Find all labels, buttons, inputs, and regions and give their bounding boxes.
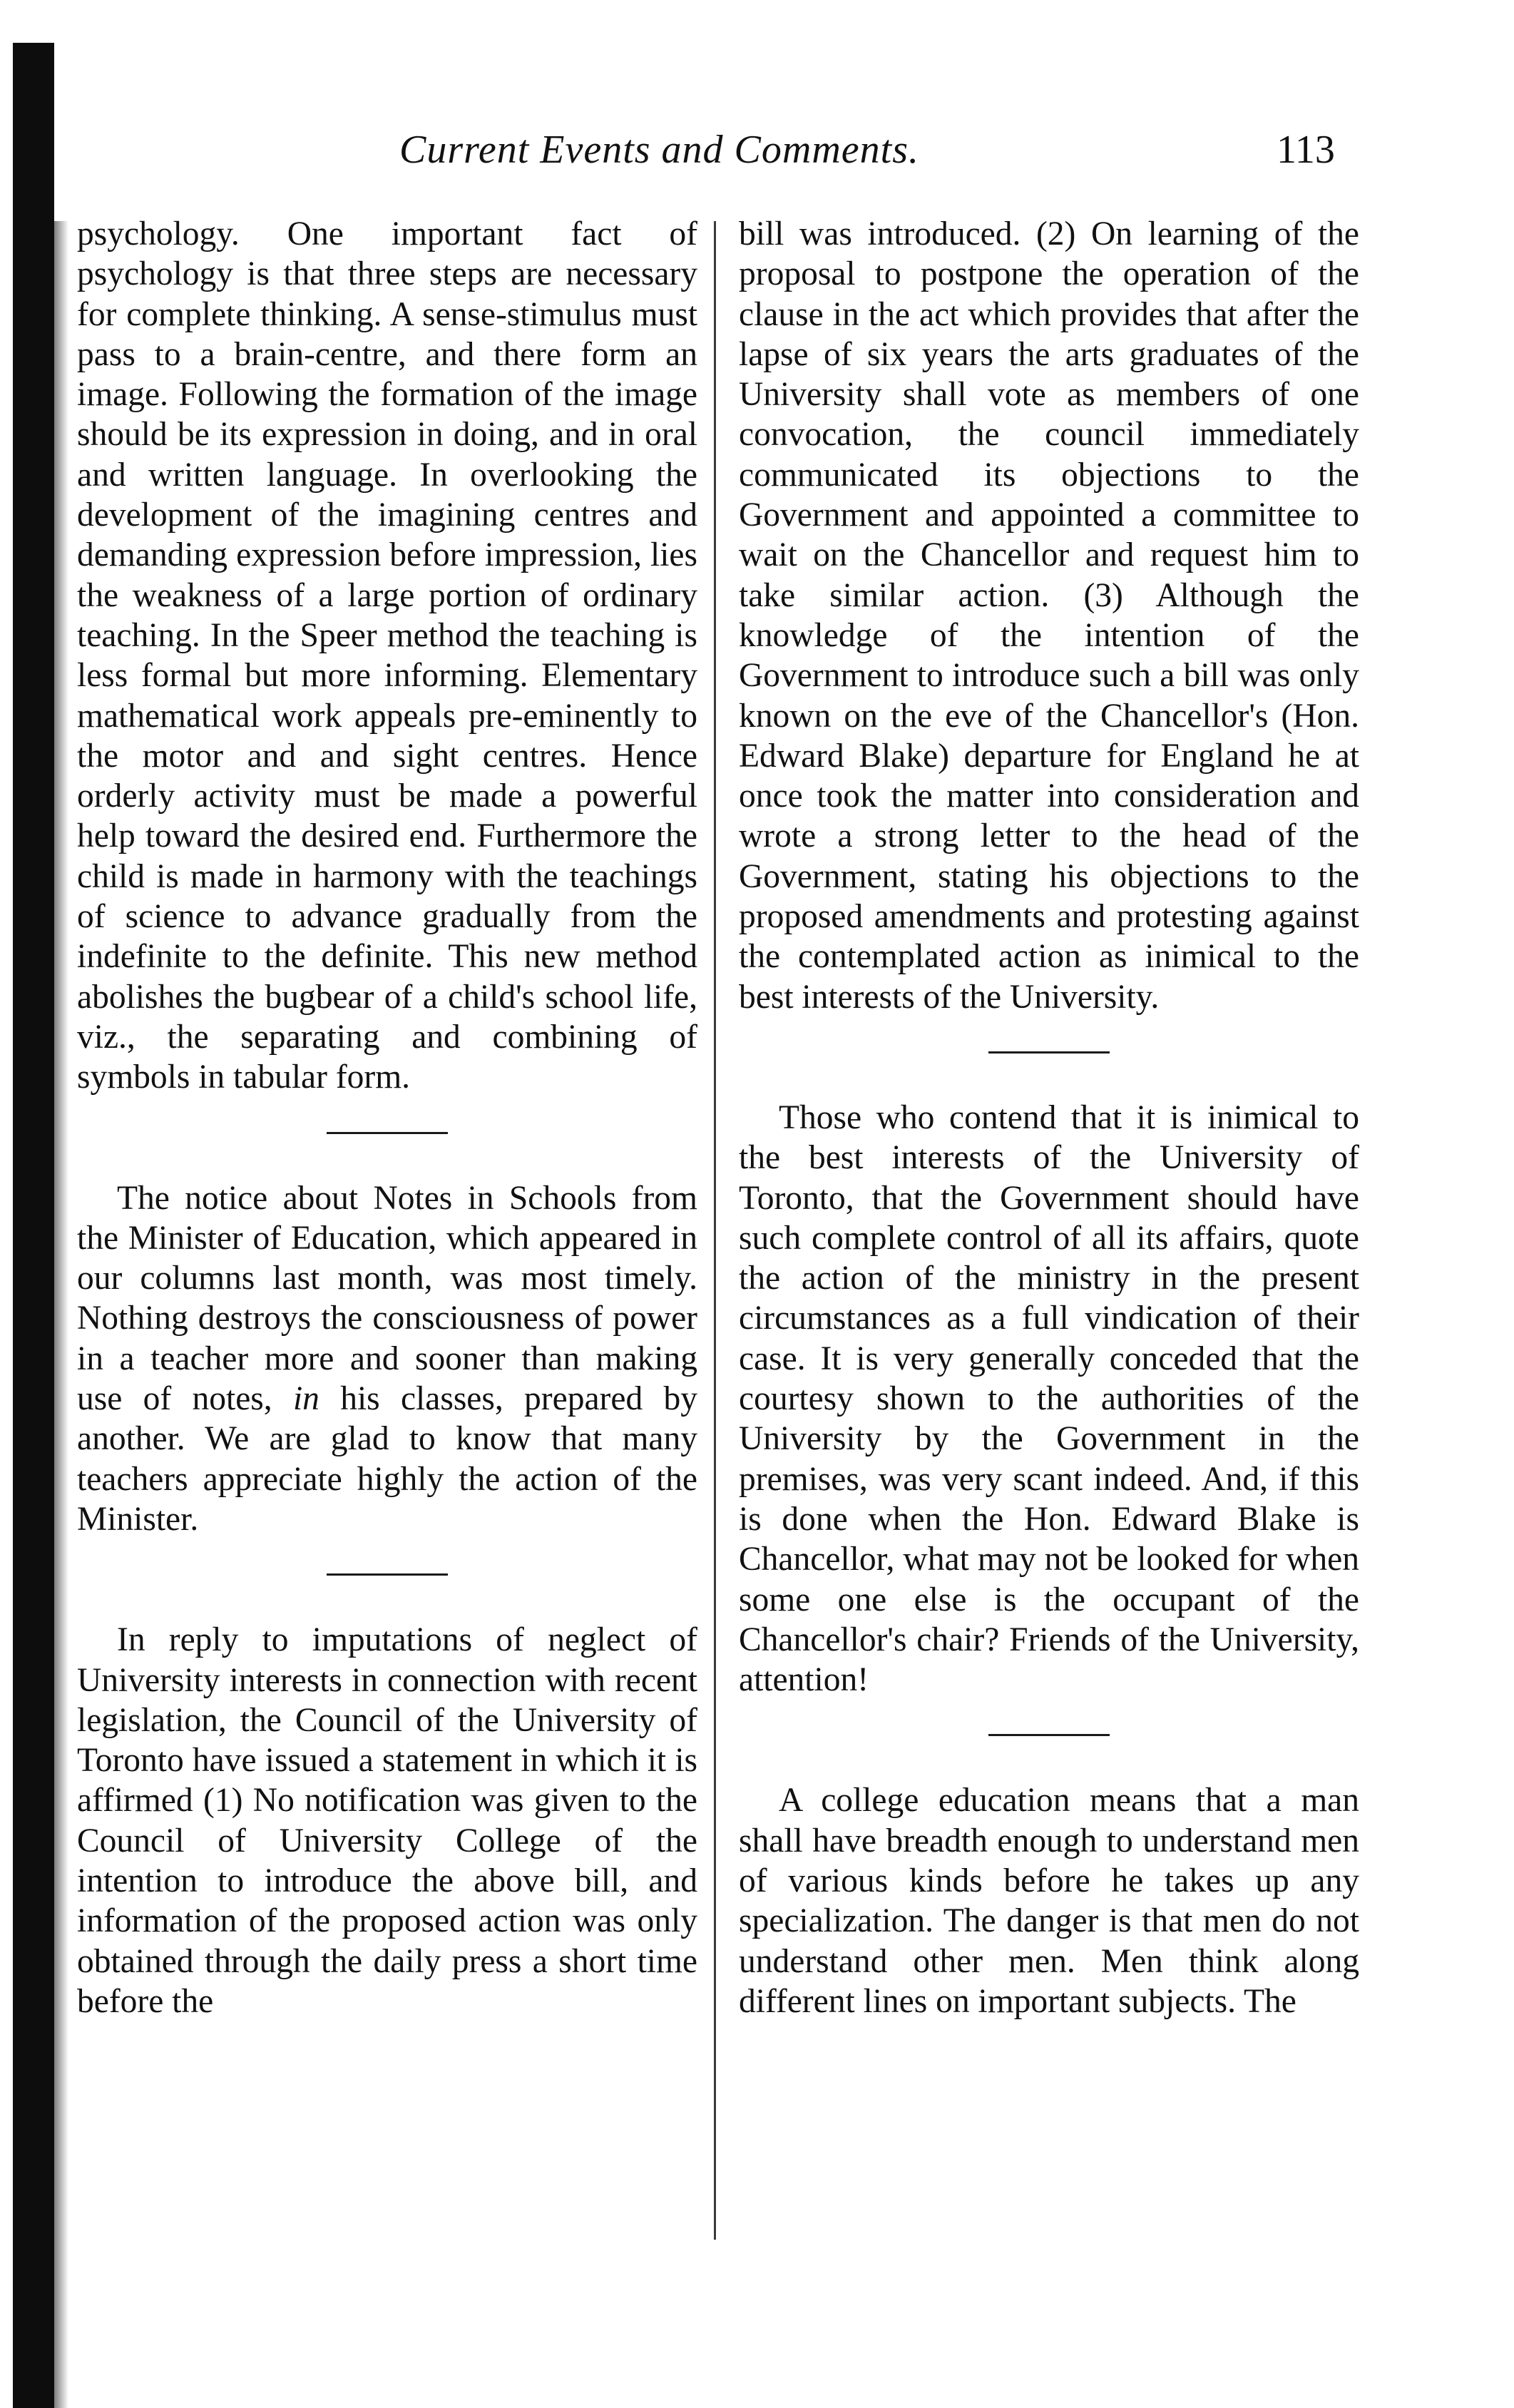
paragraph-text: The notice about Notes in Schools from the Minister of Education, which appeared in our columns last month, was most timely. Nothing destroys the consciousness of power in a teacher more and sooner than making use of notes, bbox=[77, 1179, 697, 1418]
running-title: Current Events and Comments. bbox=[399, 128, 919, 172]
page-number: 113 bbox=[1277, 128, 1335, 172]
left-column bbox=[77, 214, 697, 2021]
column-divider-rule bbox=[714, 221, 716, 2240]
right-column bbox=[739, 214, 1359, 2021]
paragraph-text: his classes, prepared by another. We are glad to know that many teachers appreciate highly the action of the Minister. bbox=[77, 1380, 698, 1538]
paragraph-speer-method-continued: psychology. One important fact of psychology is that three steps are necessary for complete thinking. A sense-stimulus must pass to a brain-centre, and there form an image. Following the formation of the image should be its expression in doing, and in oral and written language. In overlooking the development of the imagining centres and demanding expression before impression, lies the weakness of a large portion of ordinary teaching. In the Speer method the teaching is less formal but more informing. Elementary mathematical work appeals pre-eminently to the motor and and sight centres. Hence orderly activity must be made a powerful help toward the desired end. Furthermore the child is made in harmony with the teachings of science to advance gradually from the indefinite to the definite. This new method abolishes the bugbear of a child's school life, viz., the separating and combining of symbols in tabular form. bbox=[77, 215, 697, 1096]
paragraph-council-statement: In reply to imputations of neglect of University interests in connection with recent legislation, the Council of the University of Toronto have issued a statement in which it is affirmed (1) No notification was given to the Council of University College of the intention to introduce the above bill, and information of the proposed action was only obtained through the daily press a short time before the bbox=[77, 1621, 697, 2020]
paragraph-college-education: A college education means that a man shall have breadth enough to understand men of various kinds before he takes up any specialization. The danger is that men do not understand other men. Men think along different lines on important subjects. The bbox=[739, 1782, 1359, 2020]
paragraph-government-control: Those who contend that it is inimical to the best interests of the University of Toronto, that the Government should have such complete control of all its affairs, quote the action of the ministry in the present circumstances as a full vindication of their case. It is very generally conceded that the courtesy shown to the authorities of the University by the Government in the premises, was very scant indeed. And, if this is done when the Hon. Edward Blake is Chancellor, what may not be looked for when some one else is the occupant of the Chancellor's chair? Friends of the University, attention! bbox=[739, 1098, 1359, 1699]
paragraph-council-statement-continued: bill was introduced. (2) On learning of the proposal to postpone the operation of the clause in the act which provides that after the lapse of six years the arts graduates of the University shall vote as members of one convocation, the council immediately communicated its objections to the Government and appointed a committee to wait on the Chancellor and request him to take similar action. (3) Although the knowledge of the intention of the Government to introduce such a bill was only known on the eve of the Chancellor's (Hon. Edward Blake) departure for England he at once took the matter into consideration and wrote a strong letter to the head of the Government, stating his objections to the proposed amendments and protesting against the contemplated action as inimical to the best interests of the University. bbox=[739, 215, 1359, 1016]
section-divider bbox=[327, 1573, 448, 1576]
emphasis-text: in bbox=[292, 1380, 319, 1418]
running-header bbox=[0, 127, 1514, 184]
section-divider bbox=[988, 1051, 1110, 1054]
section-divider bbox=[327, 1132, 448, 1134]
paragraph-notes-in-schools bbox=[77, 1178, 697, 1540]
binding-edge-shadow bbox=[13, 43, 54, 2408]
section-divider bbox=[988, 1734, 1110, 1736]
